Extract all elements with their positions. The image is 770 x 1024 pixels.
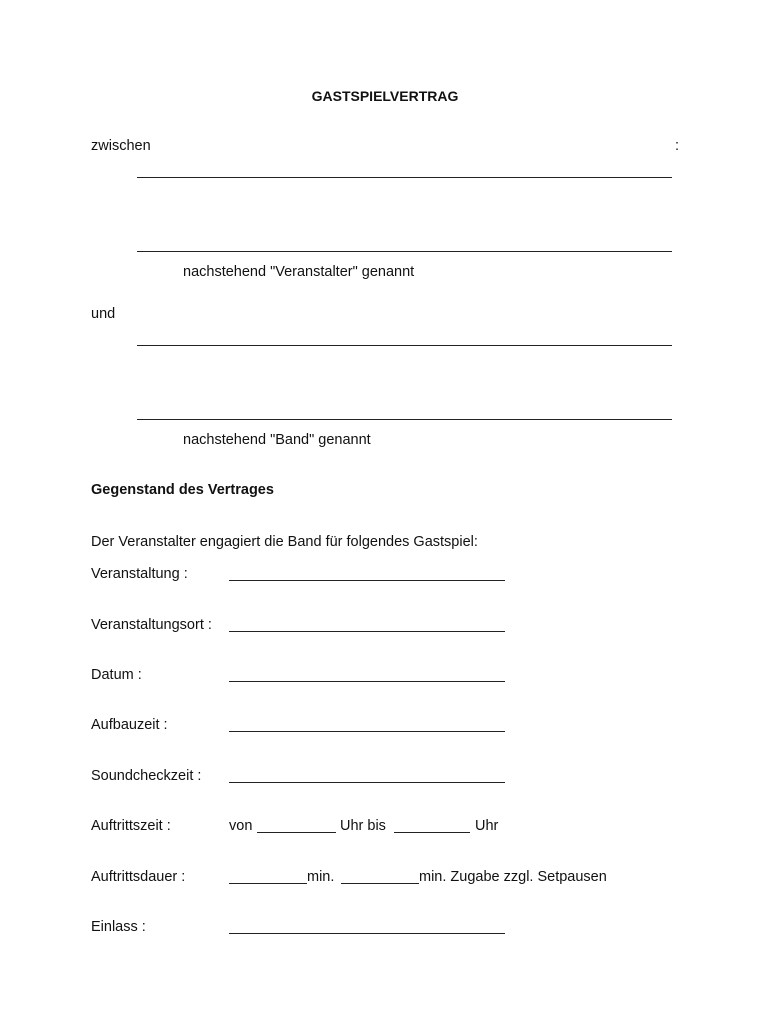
performance-from-label: von	[229, 818, 253, 834]
field-blank-date[interactable]	[229, 681, 505, 682]
performance-end-blank[interactable]	[394, 832, 470, 833]
organizer-line-2[interactable]	[137, 251, 672, 252]
section-heading: Gegenstand des Vertrages	[91, 482, 274, 498]
field-label-venue: Veranstaltungsort :	[91, 617, 212, 633]
between-label: zwischen	[91, 138, 151, 154]
performance-start-blank[interactable]	[257, 832, 336, 833]
field-blank-venue[interactable]	[229, 631, 505, 632]
organizer-line-1[interactable]	[137, 177, 672, 178]
duration-encore-label: min. Zugabe zzgl. Setpausen	[419, 869, 607, 885]
duration-minutes-blank[interactable]	[229, 883, 307, 884]
field-blank-event[interactable]	[229, 580, 505, 581]
field-label-performance-duration: Auftrittsdauer :	[91, 869, 186, 885]
field-blank-admission[interactable]	[229, 933, 505, 934]
encore-minutes-blank[interactable]	[341, 883, 419, 884]
and-label: und	[91, 306, 116, 322]
organizer-note: nachstehend "Veranstalter" genannt	[183, 264, 415, 280]
performance-clock-to-label: Uhr bis	[340, 818, 386, 834]
duration-min-label: min.	[307, 869, 335, 885]
field-label-admission: Einlass :	[91, 919, 146, 935]
field-blank-soundcheck[interactable]	[229, 782, 505, 783]
field-blank-setup[interactable]	[229, 731, 505, 732]
field-label-performance-time: Auftrittszeit :	[91, 818, 171, 834]
band-line-2[interactable]	[137, 419, 672, 420]
intro-text: Der Veranstalter engagiert die Band für folgendes Gastspiel:	[91, 534, 478, 550]
field-label-event: Veranstaltung :	[91, 566, 188, 582]
colon-mark: :	[675, 138, 680, 154]
band-line-1[interactable]	[137, 345, 672, 346]
performance-clock-label: Uhr	[475, 818, 499, 834]
field-label-date: Datum :	[91, 667, 142, 683]
band-note: nachstehend "Band" genannt	[183, 432, 371, 448]
field-label-soundcheck: Soundcheckzeit :	[91, 768, 202, 784]
document-title: GASTSPIELVERTRAG	[311, 88, 459, 104]
field-label-setup: Aufbauzeit :	[91, 717, 168, 733]
